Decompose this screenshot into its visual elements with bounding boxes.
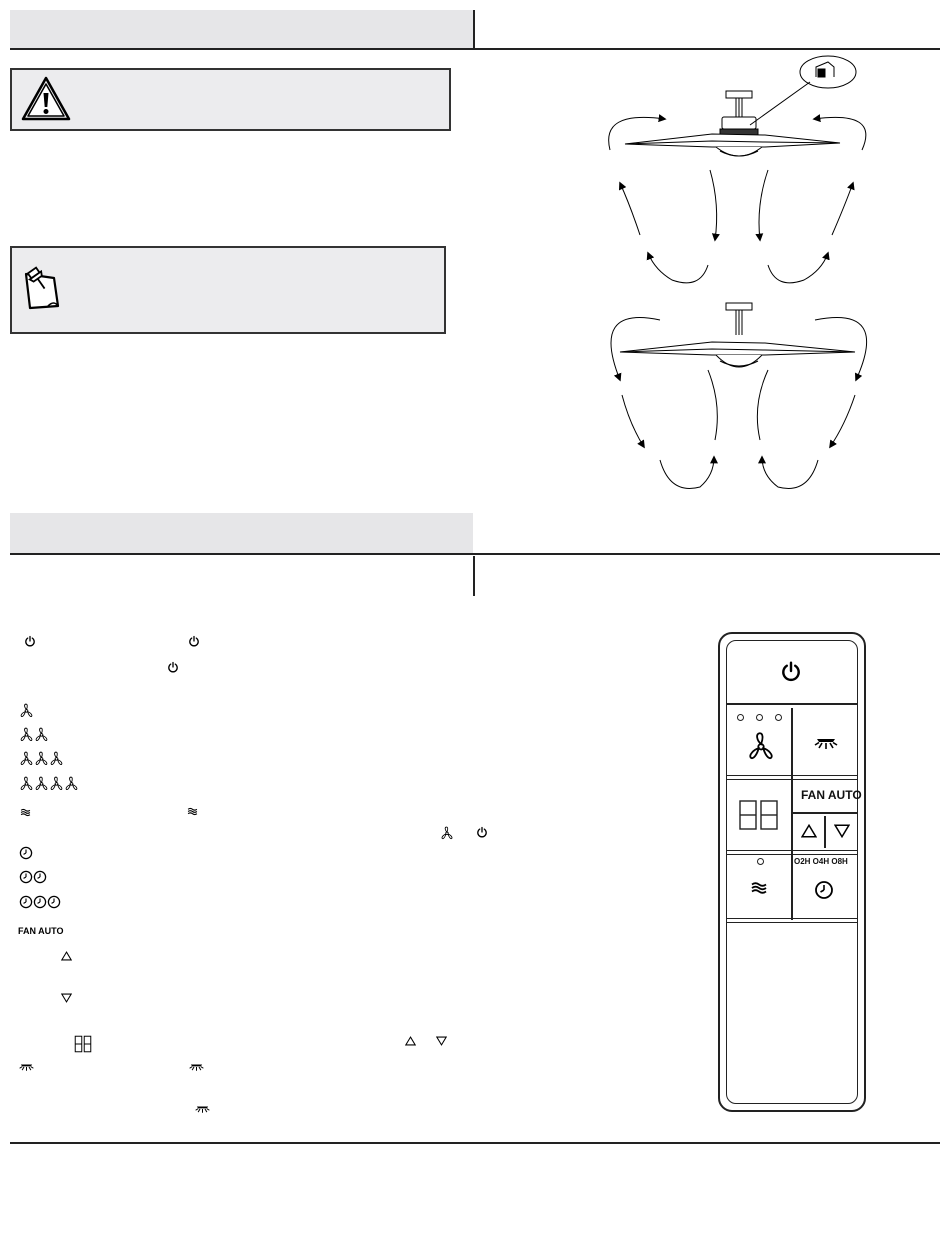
fan-speed-4-icon: [19, 776, 79, 791]
remote-up-button[interactable]: [801, 824, 817, 838]
remote-light-button[interactable]: [813, 735, 839, 751]
breeze-icon: [187, 807, 198, 816]
header-divider-top: [473, 10, 475, 48]
section-rule-top: [10, 48, 940, 50]
segment-display-icon: [73, 1035, 93, 1053]
remote-divider-v2: [824, 816, 826, 848]
power-icon: [24, 635, 36, 647]
up-triangle-icon: [405, 1036, 416, 1046]
fan-icon: [440, 826, 454, 840]
remote-fan-auto-button[interactable]: FAN AUTO: [801, 788, 862, 802]
speed-indicator-dots: [737, 714, 782, 721]
warning-triangle-icon: [20, 75, 72, 123]
fan-speed-2-icon: [19, 727, 49, 742]
up-triangle-icon: [61, 951, 72, 961]
remote-fan-button[interactable]: [746, 731, 776, 761]
down-triangle-icon: [436, 1036, 447, 1046]
remote-divider-fan-auto: [793, 812, 858, 814]
fan-airflow-diagram: [600, 55, 890, 500]
timer-2-icon: [19, 870, 47, 884]
subheader-divider: [473, 556, 475, 596]
note-box: [10, 246, 446, 334]
breeze-indicator-dot: [757, 858, 764, 865]
down-triangle-icon: [61, 993, 72, 1003]
light-icon: [19, 1062, 34, 1072]
remote-power-button[interactable]: [780, 660, 802, 682]
timer-3-icon: [19, 895, 61, 909]
remote-divider-v1: [791, 708, 793, 920]
remote-divider-1: [726, 703, 858, 705]
fan-speed-3-icon: [19, 751, 64, 766]
page-bottom-rule: [10, 1142, 940, 1144]
remote-timer-options: O2H O4H O8H: [794, 857, 848, 866]
note-pin-icon: [18, 264, 66, 314]
fan-auto-legend: FAN AUTO: [18, 926, 64, 936]
remote-breeze-button[interactable]: [750, 881, 768, 895]
remote-digit-display: [738, 799, 780, 831]
fan-top-illustration: [609, 56, 866, 283]
remote-down-button[interactable]: [834, 824, 850, 838]
power-icon: [188, 635, 200, 647]
power-icon: [167, 661, 179, 673]
section-header-band-remote: [10, 513, 473, 553]
warning-box: [10, 68, 451, 131]
breeze-icon: [20, 808, 31, 817]
power-icon: [476, 826, 488, 838]
section-rule-remote: [10, 553, 940, 555]
light-icon: [195, 1104, 210, 1114]
fan-speed-1-icon: [19, 703, 34, 718]
section-header-band-top: [10, 10, 473, 48]
timer-1-icon: [19, 846, 33, 860]
fan-bottom-illustration: [611, 303, 867, 488]
remote-timer-button[interactable]: [814, 880, 834, 900]
light-icon: [189, 1062, 204, 1072]
